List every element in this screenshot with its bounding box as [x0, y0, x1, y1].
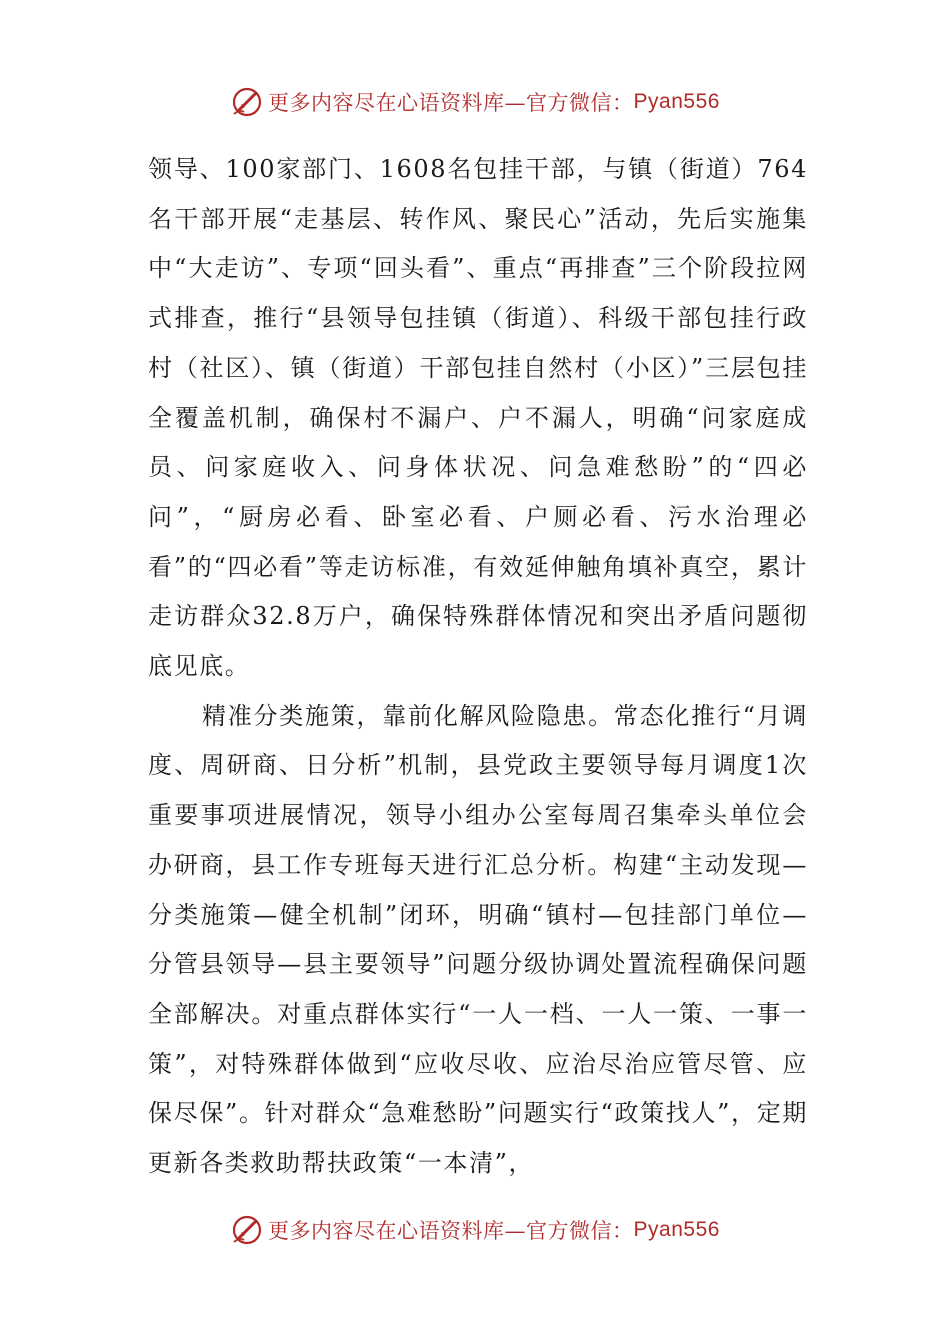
pen-circle-logo-icon: [230, 1213, 264, 1247]
watermark-banner-top: [0, 82, 950, 122]
paragraph-2: 精准分类施策，靠前化解风险隐患。常态化推行“月调度、周研商、日分析”机制，县党政主要领导每月调度1次重要事项进展情况，领导小组办公室每周召集牵头单位会办研商，县工作专班每天进行汇总分析。构建“主动发现—分类施策—健全机制”闭环，明确“镇村—包挂部门单位—分管县领导—县主要领导”问题分级协调处置流程确保问题全部解决。对重点群体实行“一人一档、一人一策、一事一策”，对特殊群体做到“应收尽收、应治尽治应管尽管、应保尽保”。针对群众“急难愁盼”问题实行“政策找人”，定期更新各类救助帮扶政策“一本清”，: [148, 701, 808, 1178]
watermark-text: 更多内容尽在心语资料库—官方微信：: [268, 1219, 634, 1243]
document-body: [148, 145, 808, 1189]
paragraph-1: 领导、100家部门、1608名包挂干部，与镇（街道）764名干部开展“走基层、转作风、聚民心”活动，先后实施集中“大走访”、专项“回头看”、重点“再排查”三个阶段拉网式排查，推行“县领导包挂镇（街道）、科级干部包挂行政村（社区）、镇（街道）干部包挂自然村（小区）”三层包挂全覆盖机制，确保村不漏户、户不漏人，明确“问家庭成员、问家庭收入、问身体状况、问急难愁盼”的“四必问”，“厨房必看、卧室必看、户厕必看、污水治理必看”的“四必看”等走访标准，有效延伸触角填补真空，累计走访群众32.8万户，确保特殊群体情况和突出矛盾问题彻底见底。: [148, 155, 808, 681]
pen-circle-logo-icon: [230, 85, 264, 119]
watermark-text: 更多内容尽在心语资料库—官方微信：: [268, 91, 634, 115]
watermark-wechat-id: Pyan556: [633, 1218, 720, 1241]
watermark-wechat-id: Pyan556: [633, 90, 720, 113]
watermark-banner-bottom: [0, 1210, 950, 1250]
